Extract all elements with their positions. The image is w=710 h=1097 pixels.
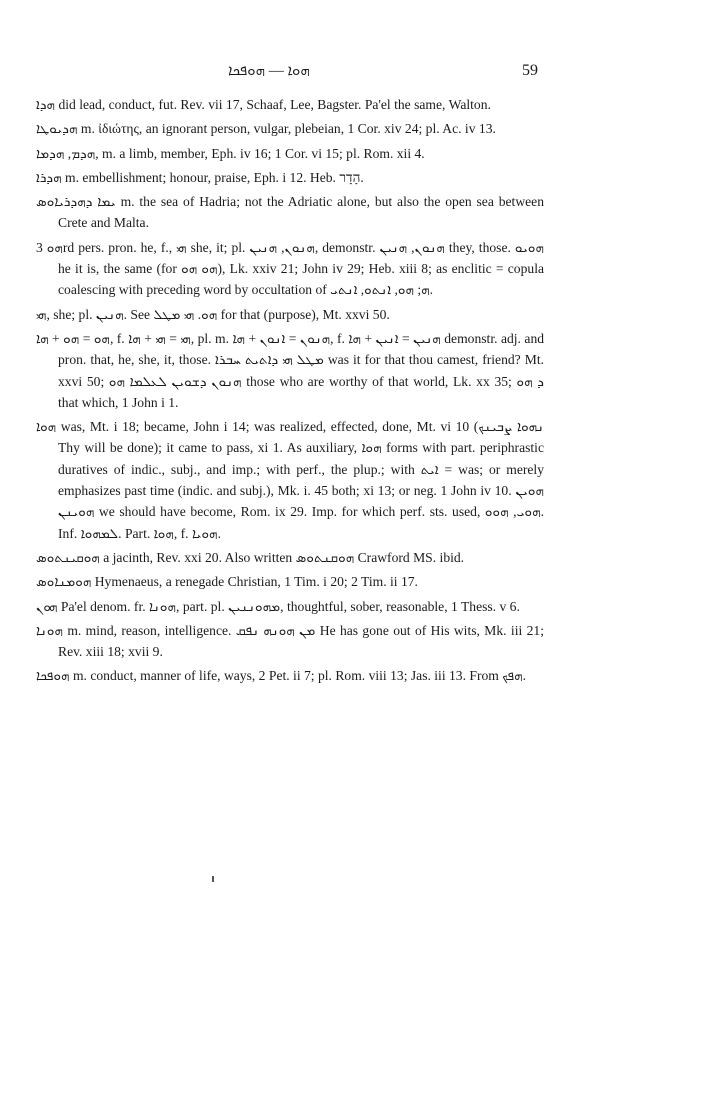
page-number: 59 [522,62,538,79]
entry-pael-denom: ܗܘܢ Pa'el denom. fr. ܗܘܢܐ, part. pl. ܡܗܘܢܢܝܢ, thoughtful, sober, reasonable, 1 Thess. v 6. [36,598,520,614]
entry-hda-lead: ܗܕܐ did lead, conduct, fut. Rev. vii 17, Schaaf, Lee, Bagster. Pa'el the same, Walton. [36,97,491,112]
entry-hdam-limb: ܗܕܡ, ܗܕܡܐ, m. a limb, member, Eph. iv 16; 1 Cor. vi 15; pl. Rom. xii 4. [36,145,425,161]
stray-print-mark [212,876,214,882]
entry-hedyota: ܗܕܝܘܛܐ m. ἰδιώτης, an ignorant person, vulgar, plebeian, 1 Cor. xiv 24; pl. Ac. iv 13. [36,121,496,137]
entry-sea-of-hadria: ܝܡܐ ܕܗܕܪܝܐܘܣ m. the sea of Hadria; not the Adriatic alone, but also the open sea between Crete and Malta. [36,194,545,231]
entry-hau-demonstrative: ܗܘ = ܗܘ + ܗܐ, f. ܗܝ = ܗܝ + ܗܐ, pl. m. ܗܢܘܢ = ܐܢܘܢ + ܗܐ, f. ܗܢܝܢ = ܐܢܝܢ + ܗܐ demonstr. adj. and pron. that, he, she, it, those. ܡܛܠ ܗܝ ܕܐܬܝܬ ܚܒܪܐ was it for that thou camest, friend? Mt. xxvi 50; ܗܢܘܢ ܕܫܘܝܢ ܠܥܠܡܐ ܗܘ those who are worthy of that world, Lk. xx 35; ܕ ܗܘ that which, 1 John i 1. [36,330,545,410]
entry-mind-reason: ܗܘܢܐ m. mind, reason, intelligence. ܡܢ ܗܘܢܗ ܢܦܩ He has gone out of His wits, Mk. iii 21; Rev. xiii 18; xvii 9. [36,622,544,660]
running-head: ܗܘܐ — ܗܘܦܟܐ [228,63,310,79]
page-header [0,62,710,86]
entry-hu-pronoun: ܗܘ 3rd pers. pron. he, f., ܗܝ she, it; pl. ܗܢܘܢ, ܗܢܝܢ, demonstr. ܗܢܘܢ, ܗܢܝܢ they, those. ܗܘܝܘ he it is, the same (for ܗܘ ܗܘ), Lk. xxiv 21; John iv 29; Heb. xiii 8; as enclitic = copula coalescing with preceding word by occultation of ܗ; ܗܘ, ܐܢܬܘ, ܐܢܬܝ. [36,239,544,298]
entry-hdara-honour: ܗܕܪܐ m. embellishment; honour, praise, Eph. i 12. Heb. הָדָר. [36,169,364,185]
entry-jacinth: ܗܘܩܝܢܬܘܣ a jacinth, Rev. xxi 20. Also written ܗܘܩܢܬܘܣ Crawford MS. ibid. [36,549,465,565]
entry-conduct: ܗܘܦܟܐ m. conduct, manner of life, ways, 2 Pet. ii 7; pl. Rom. viii 13; Jas. iii 13. From ܗܦܟ. [36,668,527,684]
entry-list [36,94,544,690]
entry-hi-she: ܗܝ, she; pl. ܗܢܝܢ. See ܗܘ. ܗܝ ܡܛܠ for that (purpose), Mt. xxvi 50. [36,306,390,322]
entry-hymenaeus: ܗܘܡܢܐܘܣ Hymenaeus, a renegade Christian, 1 Tim. i 20; 2 Tim. ii 17. [36,574,418,590]
entry-hwa-was: ܗܘܐ was, Mt. i 18; became, John i 14; was realized, effected, done, Mt. vi 10 (ܢܗܘܐ ܨܒܝܢܟ Thy will be done); it came to pass, xi 1. As auxiliary, ܗܘܐ forms with part. periphrastic duratives of indic., subj., and imp.; with perf., the plup.; with ܐܝܬ = was; or merely emphasizes past time (indic. and subj.), Mk. i. 45 both; xi 13; or neg. 1 John iv 10. ܗܘܝܢ ܗܘܝܢܢ we should have become, Rom. ix 29. Imp. for which perf. sts. used, ܗܘܝ, ܗܘܘ. Inf. ܠܡܗܘܐ. Part. ܗܘܐ, f. ܗܘܝܐ. [36,419,544,541]
